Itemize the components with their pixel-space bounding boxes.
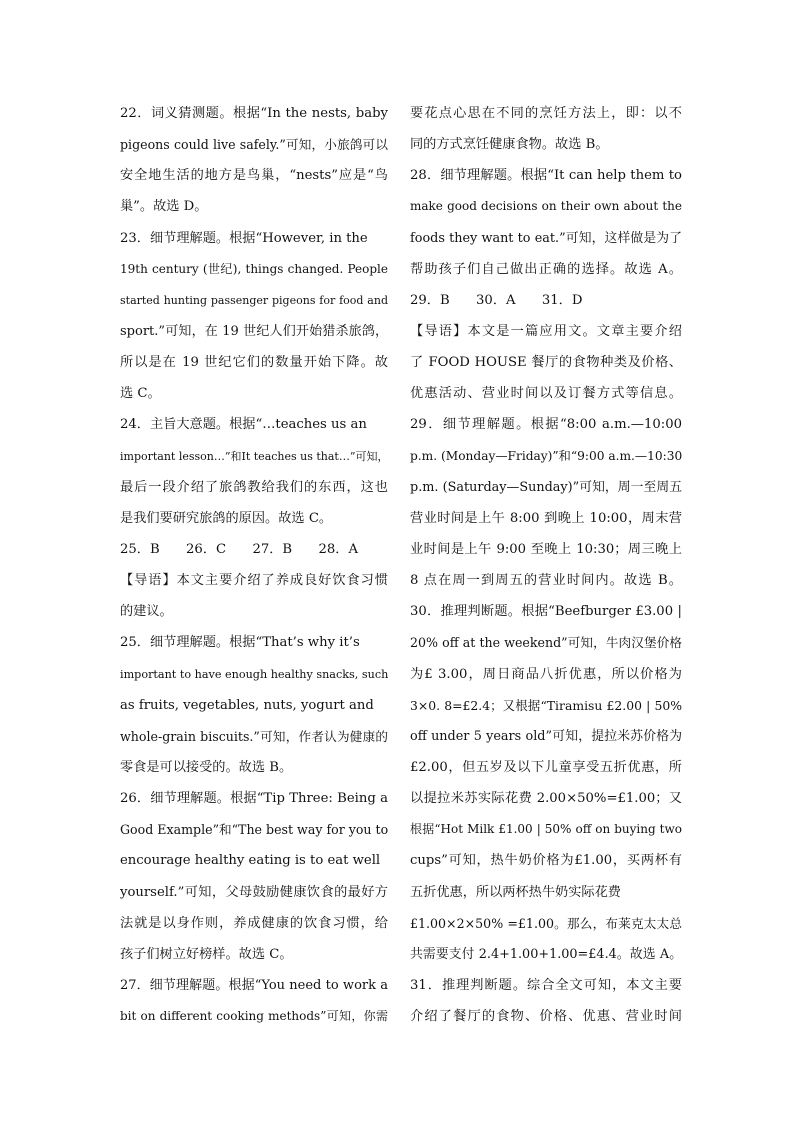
left-column-line: 巢”。故选 D。 (120, 199, 208, 215)
left-column-line: pigeons could live safely.”可知，小旅鸽可以 (120, 137, 388, 153)
left-column-line: 最后一段介绍了旅鸽教给我们的东西，这也 (120, 479, 388, 495)
right-column-line: 29．细节理解题。根据“8:00 a.m.—10:00 (410, 417, 682, 433)
left-column-line: 22．词义猜测题。根据“In the nests, baby (120, 106, 388, 121)
right-column-line: 要花点心思在不同的烹饪方法上，即：以不 (410, 106, 682, 121)
left-column-line: 24．主旨大意题。根据“…teaches us an (120, 417, 367, 433)
right-column-line: 五折优惠，所以两杯热牛奶实际花费 (410, 884, 621, 900)
right-column-line: £1.00×2×50% =£1.00。那么，布莱克太太总 (410, 915, 682, 931)
right-column-line: 28．细节理解题。根据“It can help them to (410, 168, 682, 184)
left-column-line: 26．细节理解题。根据“Tip Three: Being a (120, 791, 388, 807)
left-column-line: whole-grain biscuits.”可知，作者认为健康的 (120, 728, 388, 744)
right-column-line: 优惠活动、营业时间以及订餐方式等信息。 (410, 386, 682, 402)
left-column-line: 19th century (世纪), things changed. People (120, 261, 388, 276)
right-column-line: 帮助孩子们自己做出正确的选择。故选 A。 (410, 261, 682, 277)
right-column-line: 【导语】本文是一篇应用文。文章主要介绍 (410, 323, 682, 339)
right-column-line: 20% off at the weekend”可知，牛肉汉堡价格 (410, 635, 682, 651)
right-column-line: 介绍了餐厅的食物、价格、优惠、营业时间 (410, 1009, 682, 1025)
right-column-line: 同的方式烹饪健康食物。故选 B。 (410, 137, 609, 153)
left-column-line: important lesson…”和It teaches us that…”可知， (120, 449, 389, 463)
left-column-line: Good Example”和“The best way for you to (120, 822, 389, 838)
right-column-line: 31．推理判断题。综合全文可知，本文主要 (410, 977, 682, 993)
left-column-line: as fruits, vegetables, nuts, yogurt and (120, 697, 374, 713)
left-column-line: 25．B 26．C 27．B 28．A (120, 541, 358, 557)
right-column-line: 3×0. 8=£2.4；又根据“Tiramisu £2.00 | 50% (410, 697, 682, 713)
left-column-line: 是我们要研究旅鸽的原因。故选 C。 (120, 510, 333, 526)
right-column-line: 为£ 3.00，周日商品八折优惠，所以价格为 (410, 666, 682, 682)
right-column-line: 共需要支付 2.4+1.00+1.00=£4.4。故选 A。 (410, 946, 682, 962)
right-column-line: p.m. (Saturday—Sunday)”可知，周一至周五 (410, 479, 682, 495)
left-column-line: 【导语】本文主要介绍了养成良好饮食习惯 (120, 573, 388, 589)
left-column-line: 23．细节理解题。根据“However, in the (120, 230, 368, 246)
left-column-line: 法就是以身作则，养成健康的饮食习惯，给 (120, 915, 388, 931)
right-column-line: cups”可知，热牛奶价格为£1.00，买两杯有 (410, 853, 682, 869)
right-column-line: foods they want to eat.”可知，这样做是为了 (410, 230, 682, 246)
right-column-line: off under 5 years old”可知，提拉米苏价格为 (410, 728, 682, 744)
left-column-line: bit on different cooking methods”可知，你需 (120, 1009, 388, 1024)
right-column-line: £2.00，但五岁及以下儿童享受五折优惠，所 (410, 759, 682, 775)
right-column-line: 根据“Hot Milk £1.00 | 50% off on buying two (410, 822, 682, 837)
left-column-line: important to have enough healthy snacks, such (120, 667, 389, 681)
right-column-line: 8 点在周一到周五的营业时间内。故选 B。 (410, 573, 682, 589)
right-column-line: make good decisions on their own about the (410, 199, 682, 214)
left-column (120, 98, 388, 1032)
right-column (410, 98, 682, 1032)
left-column-line: sport.”可知，在 19 世纪人们开始猎杀旅鸽， (120, 323, 388, 339)
right-column-line: 营业时间是上午 8:00 到晚上 10:00，周末营 (410, 510, 682, 526)
right-column-line: 了 FOOD HOUSE 餐厅的食物种类及价格、 (410, 355, 682, 371)
left-column-line: encourage healthy eating is to eat well (120, 853, 381, 869)
left-column-line: started hunting passenger pigeons for food and (120, 293, 388, 307)
left-column-line: yourself.”可知，父母鼓励健康饮食的最好方 (120, 884, 388, 900)
left-column-line: 安全地生活的地方是鸟巢，“nests”应是“鸟 (120, 168, 388, 184)
left-column-line: 零食是可以接受的。故选 B。 (120, 759, 293, 775)
right-column-line: 30．推理判断题。根据“Beefburger £3.00 | (410, 604, 682, 620)
right-column-line: 29．B 30．A 31．D (410, 292, 583, 308)
right-column-line: 以提拉米苏实际花费 2.00×50%=£1.00；又 (410, 791, 682, 807)
right-column-line: p.m. (Monday—Friday)”和“9:00 a.m.—10:30 (410, 448, 683, 463)
left-column-line: 的建议。 (120, 604, 173, 620)
right-column-line: 业时间是上午 9:00 至晚上 10:30；周三晚上 (410, 541, 682, 557)
left-column-line: 选 C。 (120, 386, 161, 402)
left-column-line: 27．细节理解题。根据“You need to work a (120, 977, 388, 993)
left-column-line: 孩子们树立好榜样。故选 C。 (120, 946, 293, 962)
left-column-line: 25．细节理解题。根据“That’s why it’s (120, 635, 360, 651)
left-column-line: 所以是在 19 世纪它们的数量开始下降。故 (120, 355, 388, 371)
